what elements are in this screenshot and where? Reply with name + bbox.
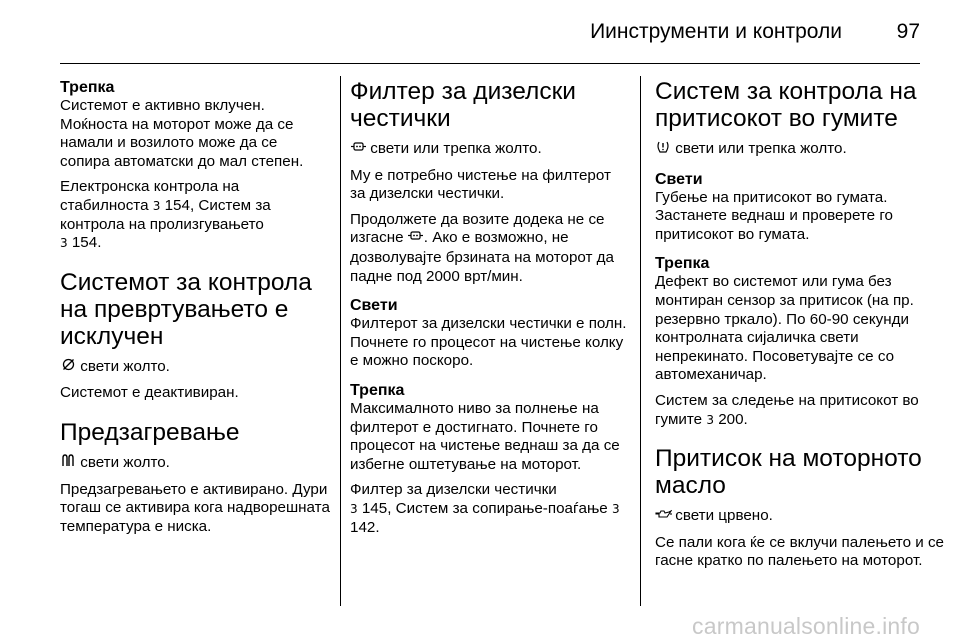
stability-reference xyxy=(60,178,330,252)
tire-reference xyxy=(655,392,947,429)
column-2 xyxy=(350,78,628,544)
page-reference-arrow-icon[interactable]: 3 xyxy=(611,501,620,516)
esc-status-line xyxy=(60,358,330,378)
flash-subheading: Трепка xyxy=(655,255,710,273)
reference-text: 154, Систем за контрола на пролизгувањето xyxy=(60,196,271,233)
flash-subheading: Трепка xyxy=(350,381,405,399)
page-reference-arrow-icon[interactable]: 3 xyxy=(706,412,714,427)
esc-status-text: свети жолто. xyxy=(76,357,170,375)
reference-text: 154. xyxy=(67,234,102,252)
oil-status-line xyxy=(655,507,947,527)
preheat-status-line xyxy=(60,454,330,474)
page-number: 97 xyxy=(896,20,920,43)
reference-text: 145, Систем за сопирање-поаѓање xyxy=(357,499,612,517)
tire-status-text: свети или трепка жолто. xyxy=(671,140,847,157)
coil-icon xyxy=(60,454,76,474)
diesel-particulate-filter-icon xyxy=(350,140,366,160)
reference-text: Електронска контрола на стабилноста xyxy=(60,178,240,214)
reference-text: Филтер за дизелски честички xyxy=(350,481,557,499)
lights-subheading: Свети xyxy=(350,297,398,315)
page-reference-arrow-icon[interactable]: 3 xyxy=(60,236,68,251)
preheat-status-text: свети жолто. xyxy=(76,453,170,471)
section-heading-rollover: Системот за контрола на превртувањето е исклучен xyxy=(60,268,312,350)
page-reference-arrow-icon[interactable]: 3 xyxy=(350,501,358,516)
section-heading-tire-pressure: Систем за контрола на притисокот во гумите xyxy=(655,78,917,132)
section-heading-preheat: Предзагревање xyxy=(60,418,240,446)
filter-status-text: свети или трепка жолто. xyxy=(366,140,542,157)
flash-text: Системот е активно вклучен. Моќноста на моторот може да се намали и возилото може да се сопира автоматски до мал степен. xyxy=(60,97,304,170)
preheat-text: Предзагревањето е активирано. Дури тогаш се активира кога надворешната температура е ниска. xyxy=(60,480,330,535)
filter-status-line xyxy=(350,140,628,160)
lights-text: Филтерот за дизелски честички е полн. Почнете го процесот на чистење колку е можно поскоро. xyxy=(350,315,627,370)
reference-text: Систем за следење на притисокот во гумите xyxy=(655,391,919,428)
filter-text-2a: Продолжете да возите додека не се изгасне xyxy=(350,210,605,247)
reference-text: 200. xyxy=(713,410,748,428)
section-heading-diesel-filter: Филтер за дизелски честички xyxy=(350,78,576,132)
esc-off-icon xyxy=(60,358,76,378)
filter-text-1: Му е потребно чистење на филтерот за дизелски честички. xyxy=(350,166,611,203)
column-divider-1 xyxy=(340,76,341,606)
header-rule xyxy=(60,63,920,64)
column-1 xyxy=(60,78,330,543)
column-divider-2 xyxy=(640,76,641,606)
tire-status-line xyxy=(655,140,947,160)
filter-text-2 xyxy=(350,211,628,286)
header-title: Иинструменти и контроли xyxy=(590,20,842,43)
watermark-text: carmanualsonline.info xyxy=(692,613,920,639)
esc-text: Системот е деактивиран. xyxy=(60,384,239,402)
filter-references xyxy=(350,481,628,537)
page-reference-arrow-icon[interactable]: 3 xyxy=(152,198,161,213)
reference-text: 142. xyxy=(350,518,380,536)
flash-text: Максималното ниво за полнење на филтерот е достигнато. Почнете го процесот на чистење веднаш за да се избегне оштетување на моторот. xyxy=(350,399,620,473)
column-3 xyxy=(655,78,947,578)
section-heading-oil-pressure: Притисок на моторното масло xyxy=(655,445,922,500)
filter-text-2b: . Ако е возможно, не дозволувајте брзината на моторот да падне под 2000 врт/мин. xyxy=(350,229,614,285)
flash-text: Дефект во системот или гума без монтиран сензор за притисок (на пр. резервно тркало). По 60-90 секунди контролната сијаличка свети непрекинато. Посоветувајте се со автомеханичар. xyxy=(655,273,914,384)
oil-can-icon xyxy=(655,508,671,527)
flash-subheading: Трепка xyxy=(60,79,115,96)
lights-text: Губење на притисокот во гумата. Застанете веднаш и проверете го притисокот во гумата. xyxy=(655,188,893,243)
diesel-particulate-filter-icon xyxy=(408,229,424,249)
oil-status-text: свети црвено. xyxy=(671,507,773,525)
oil-text: Се пали кога ќе се вклучи палењето и се гасне кратко по палењето на моторот. xyxy=(655,533,944,570)
lights-subheading: Свети xyxy=(655,170,703,188)
tire-pressure-icon xyxy=(655,140,671,160)
